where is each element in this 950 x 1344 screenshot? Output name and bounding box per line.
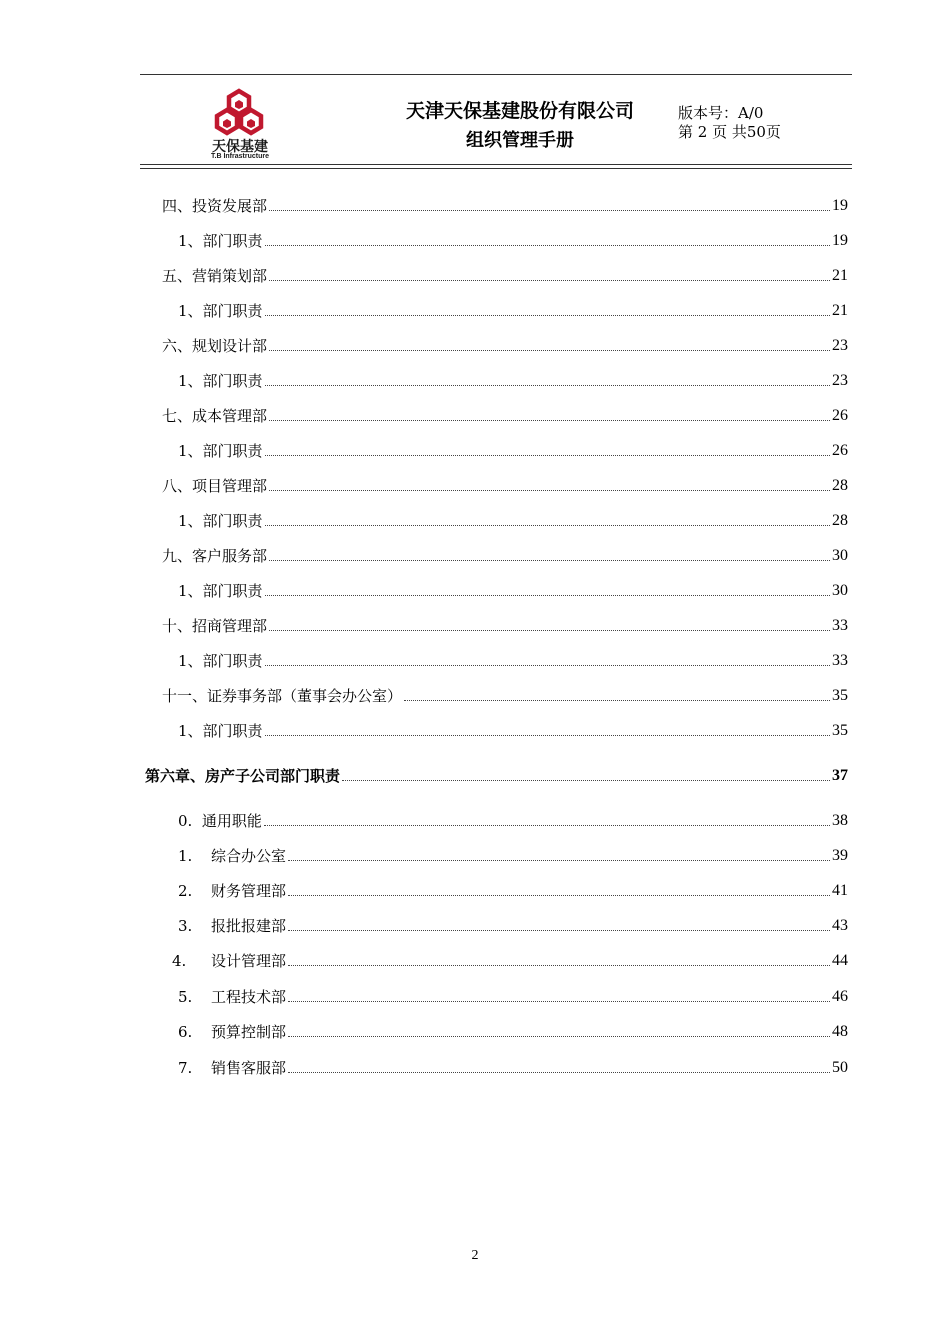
toc-dot-leader [269,490,830,491]
toc-entry-text: 财务管理部 [211,882,287,900]
toc-page-number: 30 [832,547,848,564]
toc-dot-leader [288,1072,830,1073]
header-bottom-rule-thin [140,168,852,169]
toc-entry[interactable] [162,473,848,495]
toc-dot-leader [269,560,830,561]
logo-cubes-icon [212,88,266,136]
toc-entry-label [172,952,286,970]
toc-entry[interactable] [178,878,848,900]
toc-entry-label: 六、规划设计部 [162,337,268,355]
document-title: 组织管理手册 [466,130,574,151]
toc-dot-leader [269,350,830,351]
toc-entry[interactable] [178,718,848,740]
toc-dot-leader [288,1001,830,1002]
toc-page-number: 23 [832,337,848,354]
toc-entry-number: 4. [172,952,187,970]
toc-dot-leader [288,895,830,896]
toc-entry[interactable] [178,648,848,670]
toc-entry-text: 预算控制部 [211,1023,287,1041]
toc-page-number: 43 [832,917,848,934]
toc-entry-text: 设计管理部 [211,952,287,970]
toc-entry-label [178,847,286,865]
toc-dot-leader [265,735,830,736]
toc-entry[interactable] [162,333,848,355]
toc-entry-label: 1、部门职责 [178,652,263,670]
toc-dot-leader [265,595,830,596]
toc-page-number: 37 [832,767,848,784]
toc-dot-leader [265,455,830,456]
company-name: 天津天保基建股份有限公司 [405,100,634,122]
toc-dot-leader [288,965,830,966]
toc-entry-text: 报批报建部 [211,917,287,935]
toc-dot-leader [265,245,830,246]
toc-dot-leader [288,860,830,861]
toc-page-number: 30 [832,582,848,599]
toc-dot-leader [404,700,830,701]
toc-entry[interactable] [178,298,848,320]
toc-entry-number: 6. [178,1023,193,1041]
toc-entry-label: 0. 通用职能 [178,812,262,830]
toc-entry-label: 八、项目管理部 [162,477,268,495]
toc-entry[interactable] [178,913,848,935]
toc-entry[interactable] [178,368,848,390]
toc-entry[interactable] [162,403,848,425]
toc-entry[interactable] [178,438,848,460]
toc-entry[interactable] [178,508,848,530]
toc-dot-leader [265,315,830,316]
toc-entry-label: 四、投资发展部 [162,197,268,215]
toc-entry-label: 五、营销策划部 [162,267,268,285]
toc-entry-text: 工程技术部 [211,988,287,1006]
toc-page-number: 28 [832,477,848,494]
toc-page-number: 28 [832,512,848,529]
toc-entry-label: 1、部门职责 [178,582,263,600]
toc-page-number: 19 [832,232,848,249]
toc-page-number: 38 [832,812,848,829]
version-number: 版本号：A/0 [678,104,764,122]
company-logo [200,88,280,160]
toc-entry[interactable] [162,193,848,215]
toc-page-number: 35 [832,722,848,739]
toc-page-number: 33 [832,652,848,669]
toc-entry[interactable] [162,263,848,285]
toc-entry-number: 7. [178,1059,193,1077]
toc-entry-label: 第六章、房产子公司部门职责 [145,767,341,785]
toc-dot-leader [288,930,830,931]
toc-dot-leader [342,780,830,781]
toc-entry-number: 2. [178,882,193,900]
toc-dot-leader [269,630,830,631]
header-top-rule [140,74,852,75]
header-bottom-rule [140,164,852,165]
toc-entry[interactable] [162,613,848,635]
toc-entry[interactable] [178,808,848,830]
toc-page-number: 23 [832,372,848,389]
toc-entry-label: 十、招商管理部 [162,617,268,635]
toc-page-number: 33 [832,617,848,634]
toc-page-number: 41 [832,882,848,899]
toc-entry[interactable] [178,578,848,600]
logo-text-en: T.B Infrastructure [211,153,269,160]
toc-entry[interactable] [172,948,848,970]
toc-entry[interactable] [178,984,848,1006]
toc-entry-label [178,988,286,1006]
toc-page-number: 46 [832,988,848,1005]
toc-dot-leader [265,525,830,526]
page-number: 2 [471,1248,479,1263]
toc-dot-leader [265,385,830,386]
toc-entry-label: 1、部门职责 [178,722,263,740]
toc-entry-label [178,882,286,900]
toc-entry-text: 销售客服部 [211,1059,287,1077]
toc-entry-number: 1. [178,847,193,865]
toc-chapter-entry[interactable] [145,763,848,785]
toc-page-number: 35 [832,687,848,704]
toc-page-number: 50 [832,1059,848,1076]
toc-entry[interactable] [178,843,848,865]
toc-page-number: 39 [832,847,848,864]
toc-dot-leader [269,420,830,421]
toc-dot-leader [269,280,830,281]
toc-entry[interactable] [162,683,848,705]
page-count: 第 2 页 共50页 [678,123,781,141]
toc-dot-leader [288,1036,830,1037]
toc-entry[interactable] [178,1019,848,1041]
toc-entry-label: 七、成本管理部 [162,407,268,425]
toc-page-number: 21 [832,302,848,319]
toc-page-number: 26 [832,407,848,424]
toc-dot-leader [265,665,830,666]
toc-entry-label: 1、部门职责 [178,232,263,250]
toc-entry-label [178,1023,286,1041]
toc-page-number: 48 [832,1023,848,1040]
toc-entry-number: 3. [178,917,193,935]
toc-page-number: 44 [832,952,848,969]
toc-entry-label [178,917,286,935]
toc-entry-text: 综合办公室 [211,847,287,865]
toc-entry-label: 1、部门职责 [178,442,263,460]
toc-entry-label: 1、部门职责 [178,512,263,530]
toc-page-number: 21 [832,267,848,284]
toc-page-number: 19 [832,197,848,214]
toc-entry-number: 5. [178,988,193,1006]
toc-entry-label: 九、客户服务部 [162,547,268,565]
toc-dot-leader [264,825,830,826]
toc-entry-label: 1、部门职责 [178,372,263,390]
toc-entry[interactable] [178,1055,848,1077]
toc-entry-label [178,1059,286,1077]
toc-dot-leader [269,210,830,211]
logo-text-cn: 天保基建 [212,139,268,155]
toc-page-number: 26 [832,442,848,459]
toc-entry[interactable] [162,543,848,565]
toc-entry-label: 1、部门职责 [178,302,263,320]
toc-entry[interactable] [178,228,848,250]
toc-entry-label: 十一、证券事务部（董事会办公室） [162,687,403,705]
